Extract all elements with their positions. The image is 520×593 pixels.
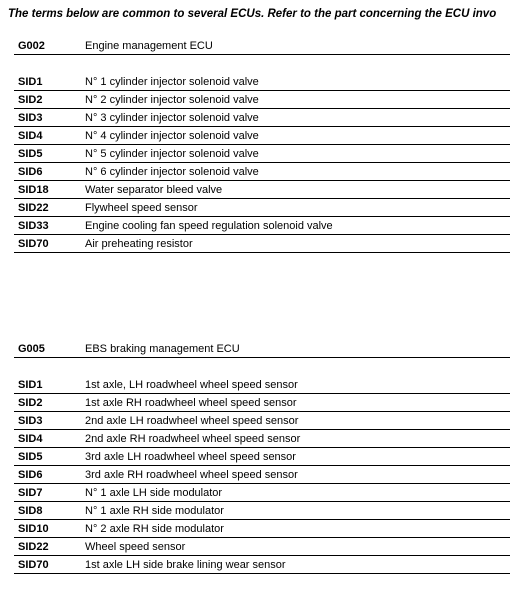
table-row [14,127,510,145]
table-spacer [14,55,510,73]
fault-description: 3rd axle RH roadwheel wheel speed sensor [85,469,298,481]
table-row [14,73,510,91]
fault-code: SID1 [18,76,43,88]
table-row [14,199,510,217]
ecu-header-row [14,36,510,55]
table-row [14,412,510,430]
fault-description: 2nd axle LH roadwheel wheel speed sensor [85,415,299,427]
fault-description: Water separator bleed valve [85,184,223,196]
table-row [14,109,510,127]
table-row [14,448,510,466]
table-row [14,91,510,109]
fault-code: SID2 [18,94,43,106]
fault-description: N° 2 axle RH side modulator [85,523,224,535]
fault-description: 1st axle RH roadwheel wheel speed sensor [85,397,297,409]
ecu-table-g002 [14,36,510,253]
fault-code: SID7 [18,487,43,499]
table-row [14,217,510,235]
fault-code: SID3 [18,415,43,427]
fault-code: SID3 [18,112,43,124]
fault-code: SID1 [18,379,43,391]
intro-text: The terms below are common to several ECUs. Refer to the part concerning the ECU invo [8,8,497,20]
ecu-title: Engine management ECU [85,40,213,52]
fault-description: N° 1 cylinder injector solenoid valve [85,76,259,88]
fault-code: SID6 [18,469,43,481]
fault-code: SID70 [18,559,49,571]
fault-description: N° 5 cylinder injector solenoid valve [85,148,259,160]
table-row [14,466,510,484]
table-row [14,181,510,199]
ecu-code: G005 [18,343,45,355]
table-row [14,145,510,163]
fault-description: 1st axle LH side brake lining wear sensor [85,559,286,571]
fault-description: 3rd axle LH roadwheel wheel speed sensor [85,451,296,463]
fault-code: SID10 [18,523,49,535]
fault-code: SID5 [18,451,43,463]
fault-description: Engine cooling fan speed regulation solenoid valve [85,220,333,232]
fault-code: SID4 [18,433,43,445]
fault-description: Flywheel speed sensor [85,202,198,214]
fault-description: 1st axle, LH roadwheel wheel speed sensor [85,379,298,391]
ecu-code: G002 [18,40,45,52]
fault-code: SID5 [18,148,43,160]
fault-code: SID8 [18,505,43,517]
fault-code: SID6 [18,166,43,178]
fault-code: SID22 [18,541,49,553]
fault-description: N° 3 cylinder injector solenoid valve [85,112,259,124]
fault-description: N° 1 axle RH side modulator [85,505,224,517]
table-row [14,235,510,253]
fault-description: 2nd axle RH roadwheel wheel speed sensor [85,433,301,445]
fault-code: SID70 [18,238,49,250]
fault-description: Air preheating resistor [85,238,193,250]
fault-description: N° 2 cylinder injector solenoid valve [85,94,259,106]
fault-description: N° 4 cylinder injector solenoid valve [85,130,259,142]
table-row [14,163,510,181]
ecu-title: EBS braking management ECU [85,343,240,355]
fault-description: Wheel speed sensor [85,541,186,553]
table-spacer [14,358,510,376]
ecu-header-row [14,339,510,358]
table-row [14,394,510,412]
fault-code: SID4 [18,130,43,142]
ecu-table-g005 [14,339,510,574]
fault-description: N° 6 cylinder injector solenoid valve [85,166,259,178]
table-row [14,556,510,574]
fault-code: SID18 [18,184,49,196]
table-row [14,430,510,448]
table-row [14,538,510,556]
table-row [14,484,510,502]
table-row [14,376,510,394]
fault-code: SID2 [18,397,43,409]
fault-description: N° 1 axle LH side modulator [85,487,223,499]
table-row [14,502,510,520]
fault-code: SID33 [18,220,49,232]
table-row [14,520,510,538]
fault-code: SID22 [18,202,49,214]
